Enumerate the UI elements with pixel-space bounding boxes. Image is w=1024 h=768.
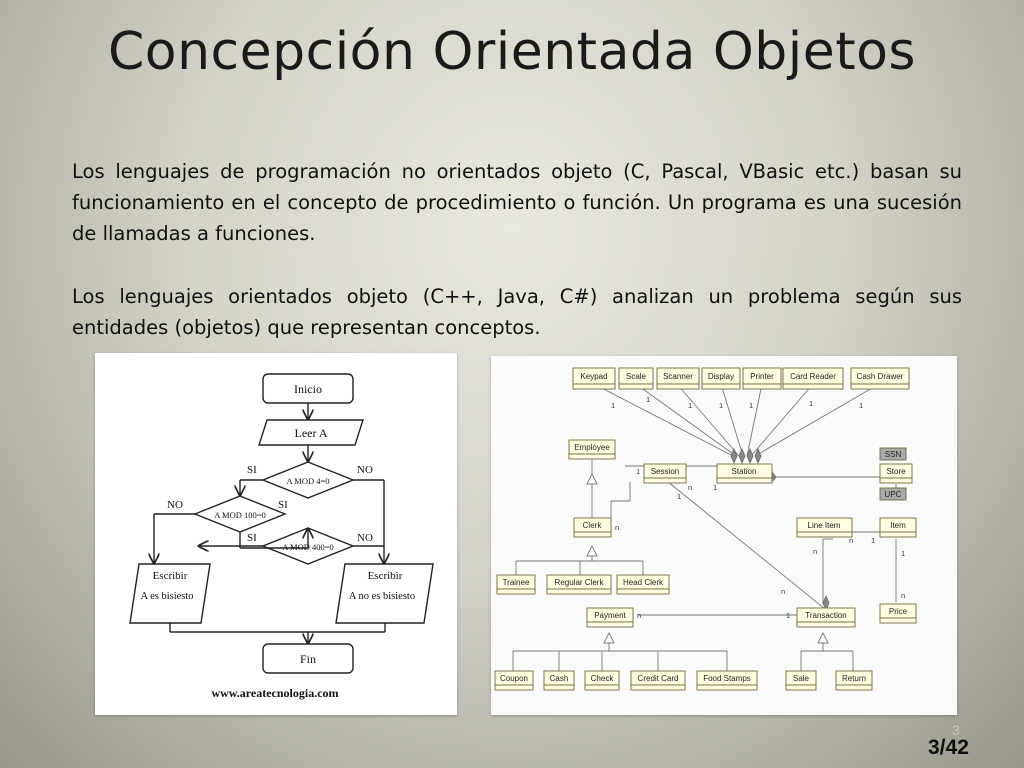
read-label: Leer A	[294, 426, 328, 440]
mult-1f: 1	[809, 399, 814, 408]
out1-text: A es bisiesto	[140, 591, 194, 602]
out2-text: A no es bisiesto	[348, 591, 416, 602]
paragraph-object-oriented: Los lenguajes orientados objeto (C++, Java, C#) analizan un problema según sus entidades (objetos) que representan conceptos.	[72, 285, 962, 339]
slide-title: Concepción Orientada Objetos	[107, 22, 917, 82]
page-counter: 3/42	[928, 736, 969, 759]
mult-1c: 1	[688, 401, 693, 410]
label-scanner: Scanner	[663, 372, 693, 381]
no-label-3: NO	[357, 532, 373, 544]
label-card-reader: Card Reader	[790, 372, 836, 381]
flowchart-diagram	[95, 353, 457, 715]
mult-1j: 1	[677, 492, 682, 501]
mult-1m: 1	[786, 611, 791, 620]
yes-label-3: SI	[247, 532, 257, 544]
paragraph-procedural: Los lenguajes de programación no orientados objeto (C, Pascal, VBasic etc.) basan su funcionamiento en el concepto de procedimiento o función. Un programa es una sucesión de llamadas a funciones.	[72, 160, 962, 245]
label-keypad: Keypad	[580, 372, 608, 381]
label-regular-clerk: Regular Clerk	[554, 578, 604, 587]
label-store: Store	[886, 467, 906, 476]
mult-n5: n	[901, 591, 906, 600]
mult-n3: n	[849, 536, 854, 545]
label-line-item: Line Item	[807, 521, 841, 530]
mult-1d: 1	[719, 401, 724, 410]
label-item: Item	[890, 521, 906, 530]
mult-1e: 1	[749, 401, 754, 410]
label-return: Return	[841, 674, 867, 683]
uml-class-diagram	[491, 356, 957, 715]
uml-image	[491, 356, 957, 715]
label-display: Display	[707, 372, 735, 381]
cond1-label: A MOD 4=0	[286, 476, 330, 486]
out2-title: Escribir	[367, 570, 403, 582]
end-label: Fin	[299, 652, 317, 666]
label-sale: Sale	[792, 674, 810, 683]
cond3-label: A MOD 400=0	[282, 542, 334, 552]
label-printer: Printer	[750, 372, 774, 381]
yes-label-2: SI	[278, 499, 288, 511]
label-cash: Cash	[549, 674, 569, 683]
no-label-2: NO	[167, 499, 183, 511]
mult-1k: 1	[871, 536, 876, 545]
source-url: www.areatecnologia.com	[211, 686, 339, 700]
label-upc: UPC	[884, 490, 902, 499]
label-credit-card: Credit Card	[637, 674, 679, 683]
start-label: Inicio	[294, 382, 322, 396]
mult-1l: 1	[901, 549, 906, 558]
label-coupon: Coupon	[499, 674, 529, 683]
yes-label-1: SI	[247, 464, 257, 476]
mult-n6: n	[781, 587, 786, 596]
label-scale: Scale	[625, 372, 647, 381]
out1-title: Escribir	[152, 570, 188, 582]
label-ssn: SSN	[884, 450, 902, 459]
label-cash-drawer: Cash Drawer	[856, 372, 904, 381]
mult-1b: 1	[646, 395, 651, 404]
mult-n1: n	[688, 483, 693, 492]
no-label-1: NO	[357, 464, 373, 476]
mult-1a: 1	[611, 401, 616, 410]
mult-1i: 1	[713, 483, 718, 492]
label-employee: Employee	[574, 443, 610, 452]
label-station: Station	[731, 467, 757, 476]
label-check: Check	[590, 674, 614, 683]
label-price: Price	[888, 607, 908, 616]
label-trainee: Trainee	[502, 578, 530, 587]
label-clerk: Clerk	[582, 521, 602, 530]
mult-1g: 1	[859, 401, 864, 410]
flowchart-image	[95, 353, 457, 715]
cond2-label: A MOD 100=0	[214, 510, 266, 520]
label-food-stamps: Food Stamps	[703, 674, 751, 683]
slide-number-ghost: 3	[952, 722, 960, 738]
mult-n2: n	[615, 523, 620, 532]
label-session: Session	[650, 467, 680, 476]
mult-n4: n	[813, 547, 818, 556]
mult-1h: 1	[636, 467, 641, 476]
mult-n7: n	[637, 611, 642, 620]
label-transaction: Transaction	[805, 611, 847, 620]
label-payment: Payment	[594, 611, 626, 620]
label-head-clerk: Head Clerk	[622, 578, 664, 587]
